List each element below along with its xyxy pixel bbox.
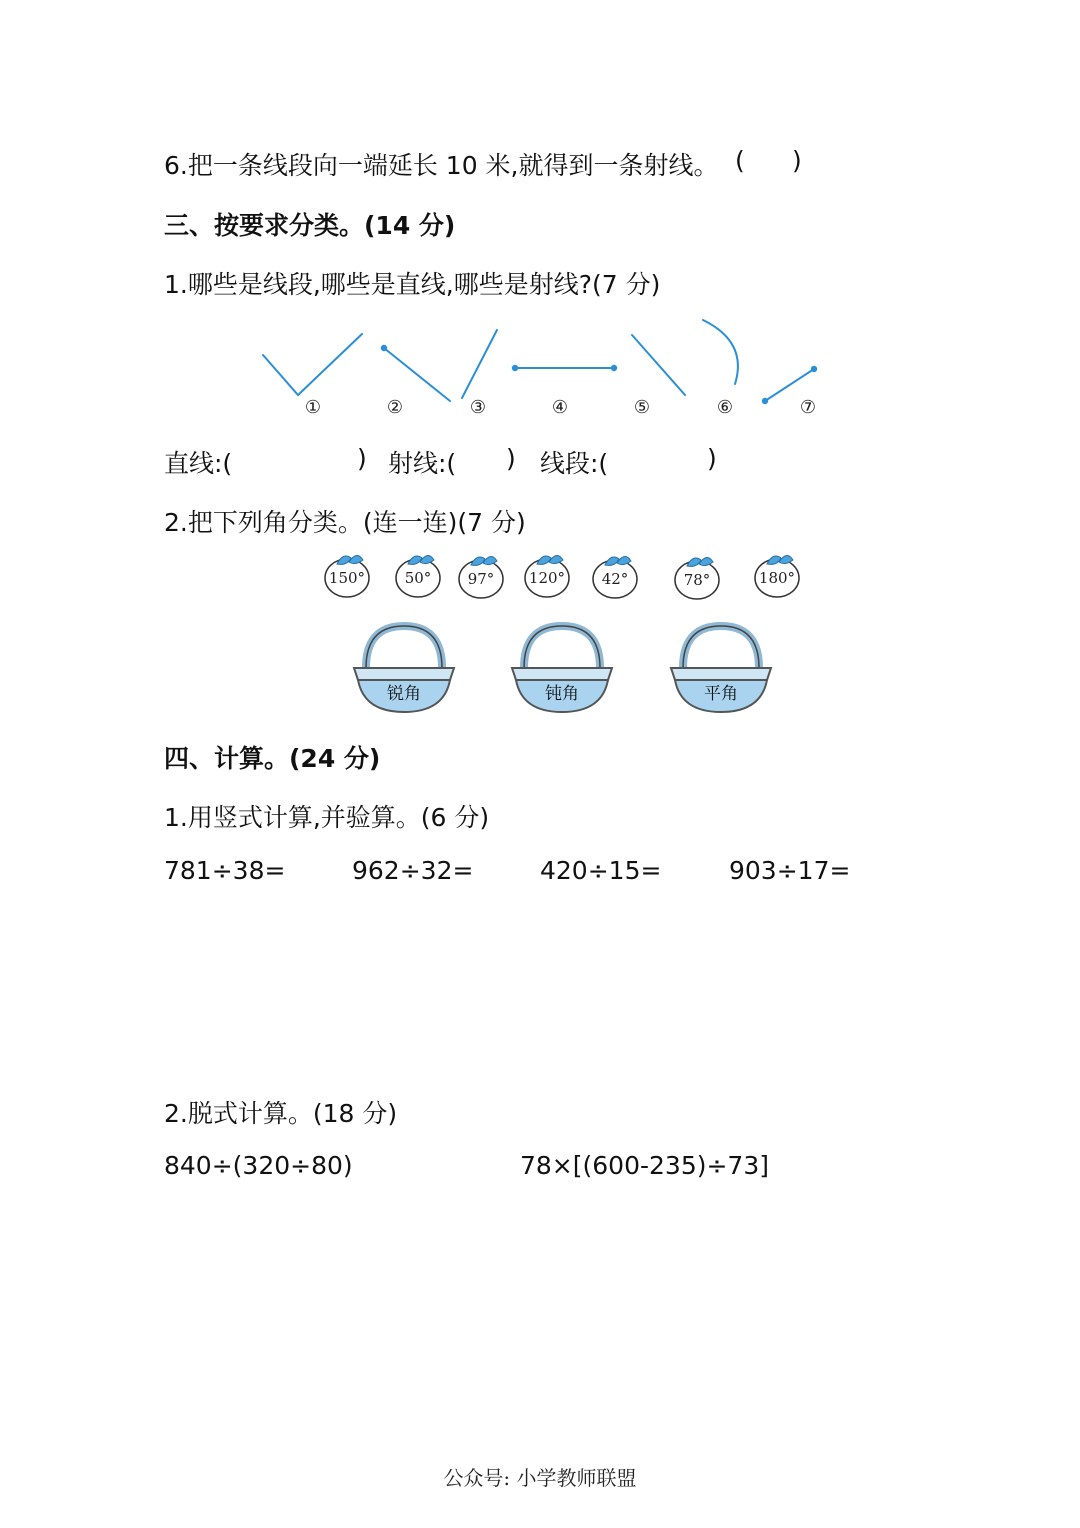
figure-label-2: ② xyxy=(386,397,404,418)
figure-1-angle xyxy=(263,334,362,395)
figure-6-curve xyxy=(703,320,738,384)
answer-segment-close: ) xyxy=(707,444,717,473)
division-expr-2: 962÷32= xyxy=(352,856,474,885)
basket-label-straight: 平角 xyxy=(704,684,738,704)
answer-ray-close: ) xyxy=(506,444,516,473)
figure-label-4: ④ xyxy=(551,397,569,418)
basket-label-acute: 锐角 xyxy=(387,684,421,704)
angle-value-1: 150° xyxy=(328,569,366,587)
figure-label-6: ⑥ xyxy=(716,397,734,418)
question-3-1-title: 1.哪些是线段,哪些是直线,哪些是射线?(7 分) xyxy=(164,270,661,299)
stepwise-expr-1: 840÷(320÷80) xyxy=(164,1151,353,1180)
answer-straight-line-label: 直线:( xyxy=(164,449,233,478)
figure-label-7: ⑦ xyxy=(799,397,817,418)
figure-label-3: ③ xyxy=(469,397,487,418)
basket-label-obtuse: 钝角 xyxy=(545,684,579,704)
question-3-2-title: 2.把下列角分类。(连一连)(7 分) xyxy=(164,508,526,537)
answer-segment-label: 线段:( xyxy=(540,449,609,478)
angle-sorting-figure xyxy=(0,540,1080,720)
figure-label-5: ⑤ xyxy=(633,397,651,418)
footer-wechat-account: 公众号: 小学教师联盟 xyxy=(443,1466,637,1490)
question-4-2-title: 2.脱式计算。(18 分) xyxy=(164,1099,398,1128)
question-6: 6.把一条线段向一端延长 10 米,就得到一条射线。 xyxy=(164,151,719,180)
division-expr-4: 903÷17= xyxy=(729,856,851,885)
angle-value-3: 97° xyxy=(467,570,495,588)
section-3-title: 三、按要求分类。(14 分) xyxy=(164,211,456,240)
angle-value-7: 180° xyxy=(758,569,796,587)
section-4-title: 四、计算。(24 分) xyxy=(164,744,381,773)
figure-label-1: ① xyxy=(304,397,322,418)
question-4-1-title: 1.用竖式计算,并验算。(6 分) xyxy=(164,803,490,832)
answer-ray-label: 射线:( xyxy=(388,449,457,478)
figure-5-line xyxy=(632,335,685,395)
angle-value-6: 78° xyxy=(683,571,711,589)
division-expr-3: 420÷15= xyxy=(540,856,662,885)
stepwise-expr-2: 78×[(600-235)÷73] xyxy=(520,1151,769,1180)
lines-figure xyxy=(0,312,1080,422)
angle-value-5: 42° xyxy=(601,570,629,588)
angle-value-4: 120° xyxy=(528,569,566,587)
answer-paren-close: ) xyxy=(792,146,802,175)
division-expr-1: 781÷38= xyxy=(164,856,286,885)
figure-3-line xyxy=(462,330,497,398)
answer-paren-open: ( xyxy=(735,146,745,175)
angle-value-2: 50° xyxy=(404,569,432,587)
figure-2-ray xyxy=(384,348,450,401)
answer-straight-line-close: ) xyxy=(357,444,367,473)
